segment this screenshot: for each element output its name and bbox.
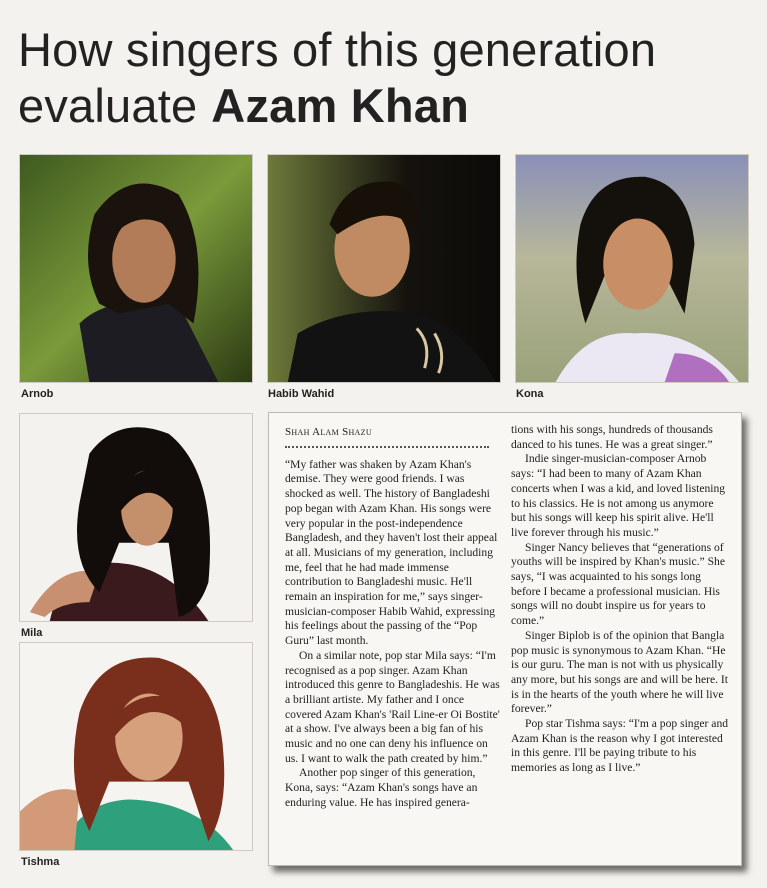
article-paragraph: On a similar note, pop star Mila says: “I'm recognised as a pop singer. Azam Khan introduced this genre to Bangladeshis. He was a brilliant artiste. My father and I once covered Azam Khan's 'Rail Line-er Oi Bostite' at a show. I've always been a big fan of his music and no one can deny his influence on us. I want to walk the path created by him.” (285, 648, 500, 765)
byline-divider (285, 446, 489, 448)
article-column-1 (285, 425, 503, 811)
caption-kona: Kona (516, 388, 544, 400)
headline-line-1: How singers of this generation (18, 23, 657, 76)
caption-mila: Mila (21, 627, 43, 639)
article-paragraph: Pop star Tishma says: “I'm a pop singer and Azam Khan is the reason why I got interested in this genre. I'll be paying tribute to his memories as long as I live.” (511, 717, 729, 775)
photo-mila (19, 413, 253, 622)
headline-subject-name: Azam Khan (211, 79, 470, 132)
headline (18, 22, 758, 134)
caption-habib-wahid: Habib Wahid (268, 388, 335, 400)
headline-evaluate: evaluate (18, 79, 198, 132)
photo-habib-wahid (267, 154, 501, 383)
article-paragraph: “My father was shaken by Azam Khan's demise. They were good friends. I was shocked as well. The history of Bangladeshi pop began with Azam Khan. His songs were very popular in the post-independence Bangladesh, and they haven't lost their appeal at all. Musicians of my generation, including me, feel that he had made immense contribution to Bangladeshi music. He'll remain an inspiration for me,” says singer-musician-composer Habib Wahid, expressing his feelings about the passing of the “Pop Guru” last month. (285, 457, 498, 648)
article-box (268, 412, 742, 866)
byline: Shah Alam Shazu (285, 426, 372, 438)
headline-line-2 (18, 78, 758, 134)
article-paragraph: Singer Biplob is of the opinion that Bangla pop music is synonymous to Azam Khan. “He is our guru. The man is not with us physically any more, but his songs are and will be here. It is in the hearts of the youth where he will live forever.” (511, 628, 729, 716)
article-paragraph: Indie singer-musician-composer Arnob says: “I had been to many of Azam Khan concerts when I was a kid, and loved listening to his classics. He is not among us anymore but his songs will keep his spirit alive. He'll live forever through his music.” (511, 452, 726, 539)
article-paragraph: Singer Nancy believes that “generations of youths will be inspired by Khan's music.” She says, “I was acquainted to his songs long before I became a professional musician. His songs will no doubt inspire us for years to come.” (511, 540, 725, 628)
photo-kona (515, 154, 749, 383)
photo-tishma (19, 642, 253, 851)
caption-tishma: Tishma (21, 856, 60, 868)
article-paragraph: tions with his songs, hundreds of thousands danced to his tunes. He was a great singer.” (511, 423, 713, 451)
photo-arnob (19, 154, 253, 383)
article-paragraph: Another pop singer of this generation, Kona, says: “Azam Khan's songs have an enduring value. He has inspired genera- (285, 766, 478, 809)
caption-arnob: Arnob (21, 388, 54, 400)
article-column-2 (511, 423, 729, 776)
